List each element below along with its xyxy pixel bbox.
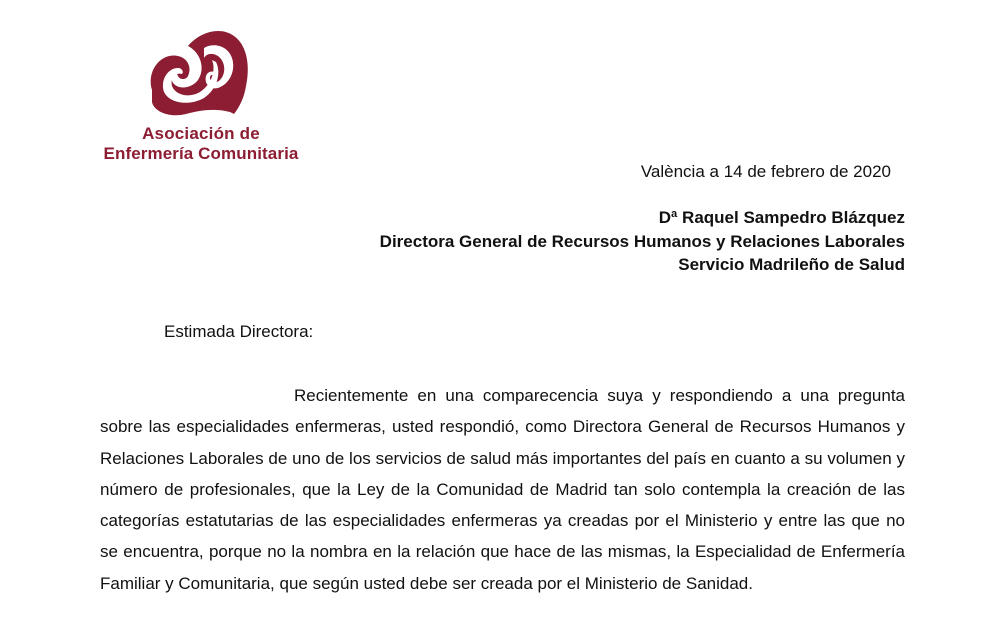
- spiral-shell-icon: [142, 18, 254, 118]
- recipient-organization: Servicio Madrileño de Salud: [678, 255, 905, 274]
- association-name-line2: Enfermería Comunitaria: [103, 144, 299, 163]
- association-name-line1: Asociación de: [142, 124, 260, 143]
- recipient-block: [380, 206, 905, 277]
- association-logo: [96, 18, 306, 168]
- letter-date: València a 14 de febrero de 2020: [640, 162, 891, 181]
- body-paragraph: Recientemente en una comparecencia suya y respondiendo a una pregunta sobre las especialidades enfermeras, usted respondió, como Directora General de Recursos Humanos y Relaciones Laborales de uno de los servicios de salud más importantes del país en cuanto a su volumen y número de profesionales, que la Ley de la Comunidad de Madrid tan solo contempla la creación de las categorías estatutarias de las especialidades enfermeras ya creadas por el Ministerio y entre las que no se encuentra, porque no la nombra en la relación que hace de las mismas, la Especialidad de Enfermería Familiar y Comunitaria, que según usted debe ser creada por el Ministerio de Sanidad.: [100, 386, 905, 593]
- recipient-name: Dª Raquel Sampedro Blázquez: [658, 208, 905, 227]
- association-name: [96, 124, 306, 164]
- salutation: Estimada Directora:: [164, 322, 314, 341]
- recipient-position: Directora General de Recursos Humanos y Relaciones Laborales: [379, 231, 905, 251]
